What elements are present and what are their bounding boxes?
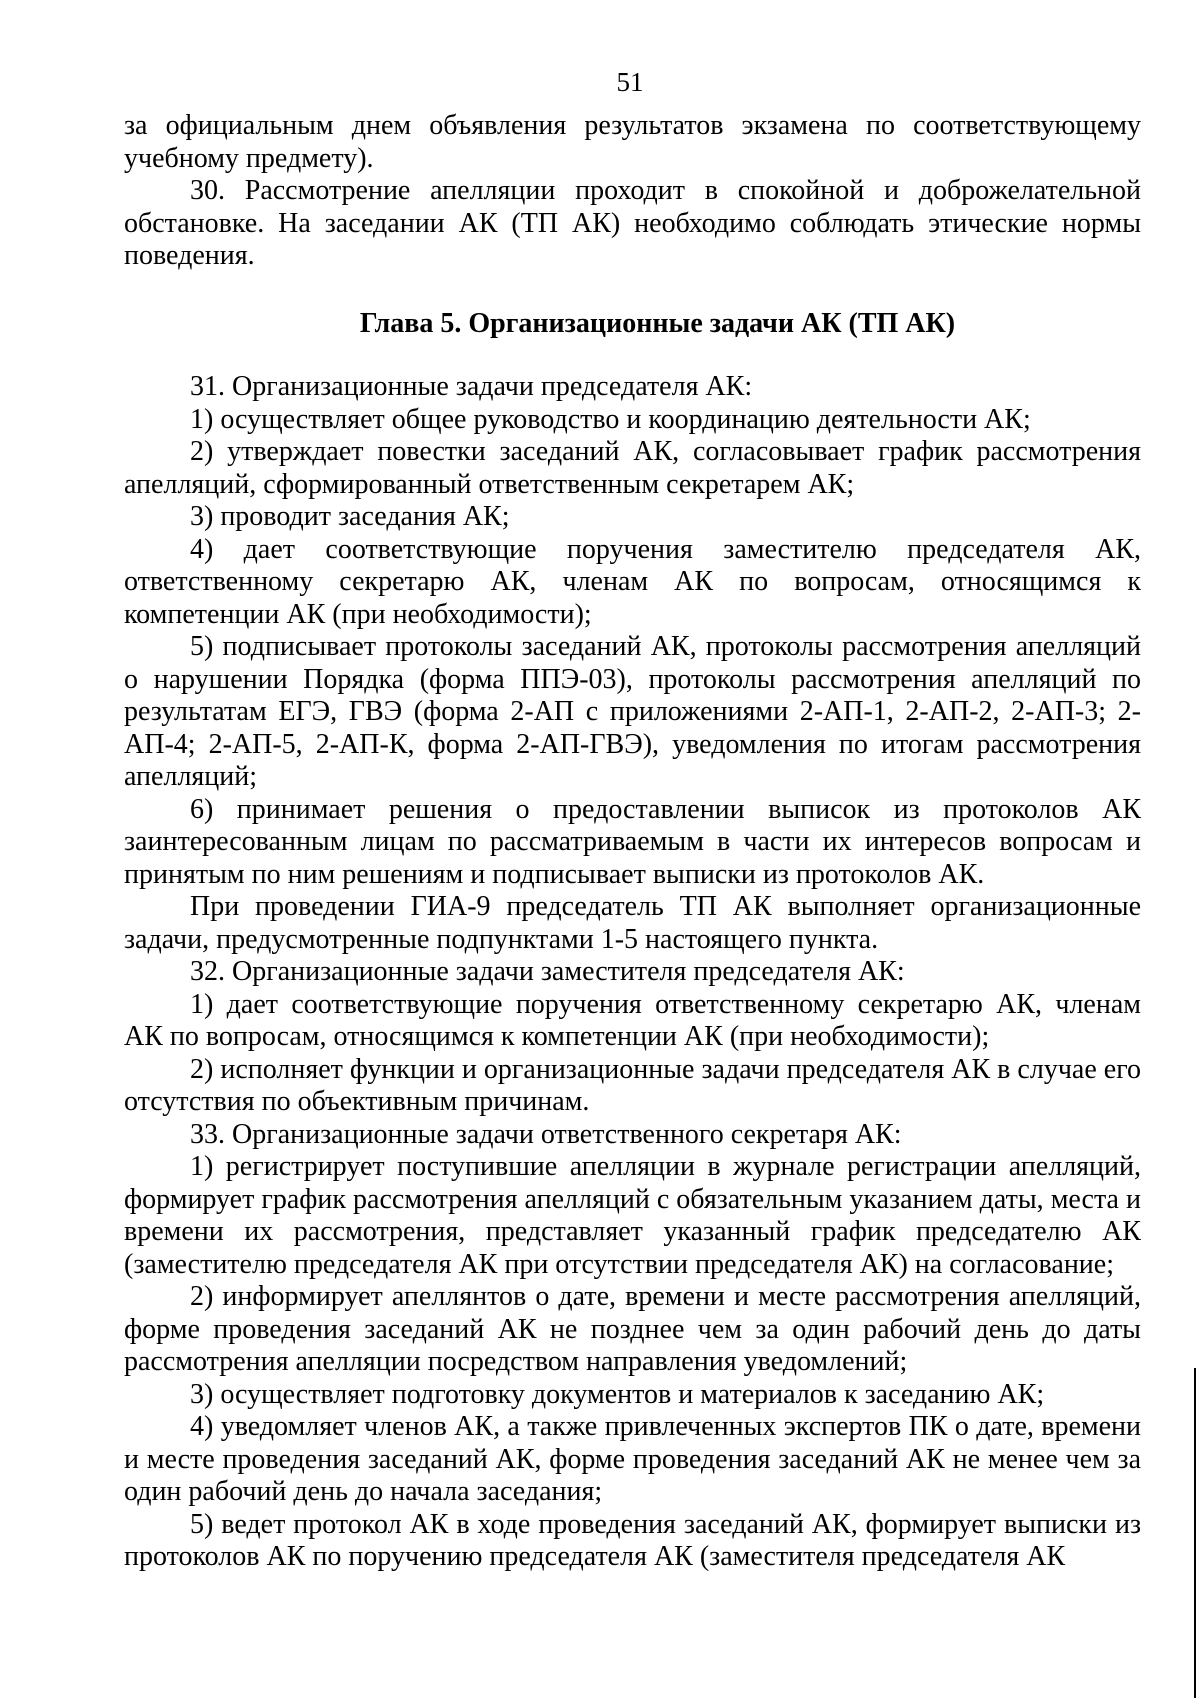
- paragraph-31-3: 3) проводит заседания АК;: [190, 501, 510, 532]
- paragraph-31-5: 5) подписывает протоколы заседаний АК, протоколы рассмотрения апелляций о нарушении Порядка (форма ППЭ-03), протоколы рассмотрения апелляций по результатам ЕГЭ, ГВЭ (форма 2-АП с приложениями 2-АП-1, 2-АП-2, 2-АП-3; 2-АП-4; 2-АП-5, 2-АП-К, форма 2-АП-ГВЭ), уведомления по итогам рассмотрения апелляций;: [124, 631, 1141, 792]
- paragraph-31: 31. Организационные задачи председателя АК:: [190, 371, 753, 402]
- paragraph-31-4: 4) дает соответствующие поручения заместителю председателя АК, ответственному секретарю АК, членам АК по вопросам, относящимся к компетенции АК (при необходимости);: [124, 533, 1141, 630]
- paragraph-33: 33. Организационные задачи ответственного секретаря АК:: [190, 1118, 902, 1150]
- paragraph-33-5: 5) ведет протокол АК в ходе проведения заседаний АК, формирует выписки из протоколов АК по поручению председателя АК (заместителя председателя АК: [124, 1508, 1141, 1572]
- paragraph-31-1: 1) осуществляет общее руководство и координацию деятельности АК;: [190, 403, 1031, 435]
- paragraph-32-2: 2) исполняет функции и организационные задачи председателя АК в случае его отсутствия по объективным причинам.: [124, 1053, 1141, 1117]
- page-number: 51: [616, 67, 644, 97]
- chapter-heading: Глава 5. Организационные задачи АК (ТП АК): [359, 307, 956, 339]
- paragraph-33-1: 1) регистрирует поступившие апелляции в журнале регистрации апелляций, формирует график рассмотрения апелляций с обязательным указанием даты, места и времени их рассмотрения, представляет указанный график председателю АК (заместителю председателя АК при отсутствии председателя АК) на согласование;: [124, 1151, 1141, 1280]
- paragraph-31-note: При проведении ГИА-9 председатель ТП АК выполняет организационные задачи, предусмотренные подпунктами 1-5 настоящего пункта.: [124, 891, 1141, 955]
- body-text: [124, 110, 1141, 1574]
- paragraph-33-2: 2) информирует апеллянтов о дате, времени и месте рассмотрения апелляций, форме проведения заседаний АК не позднее чем за один рабочий день до даты рассмотрения апелляции посредством направления уведомлений;: [124, 1281, 1141, 1377]
- paragraph-33-4: 4) уведомляет членов АК, а также привлеченных экспертов ПК о дате, времени и месте проведения заседаний АК, форме проведения заседаний АК не менее чем за один рабочий день до начала заседания;: [124, 1411, 1141, 1507]
- paragraph-continuation: за официальным днем объявления результатов экзамена по соответствующему учебному предмету).: [124, 110, 1141, 174]
- scan-edge-line: [1194, 1368, 1196, 1698]
- paragraph-31-6: 6) принимает решения о предоставлении выписок из протоколов АК заинтересованным лицам по рассматриваемым в части их интересов вопросам и принятым по ним решениям и подписывает выписки из протоколов АК.: [124, 793, 1141, 890]
- paragraph-32: 32. Организационные задачи заместителя председателя АК:: [190, 956, 905, 987]
- paragraph-32-1: 1) дает соответствующие поручения ответственному секретарю АК, членам АК по вопросам, относящимся к компетенции АК (при необходимости);: [124, 988, 1141, 1052]
- paragraph-30: 30. Рассмотрение апелляции проходит в спокойной и доброжелательной обстановке. На заседании АК (ТП АК) необходимо соблюдать этические нормы поведения.: [124, 175, 1141, 271]
- paragraph-31-2: 2) утверждает повестки заседаний АК, согласовывает график рассмотрения апелляций, сформированный ответственным секретарем АК;: [124, 436, 1141, 500]
- paragraph-33-3: 3) осуществляет подготовку документов и материалов к заседанию АК;: [190, 1378, 1045, 1410]
